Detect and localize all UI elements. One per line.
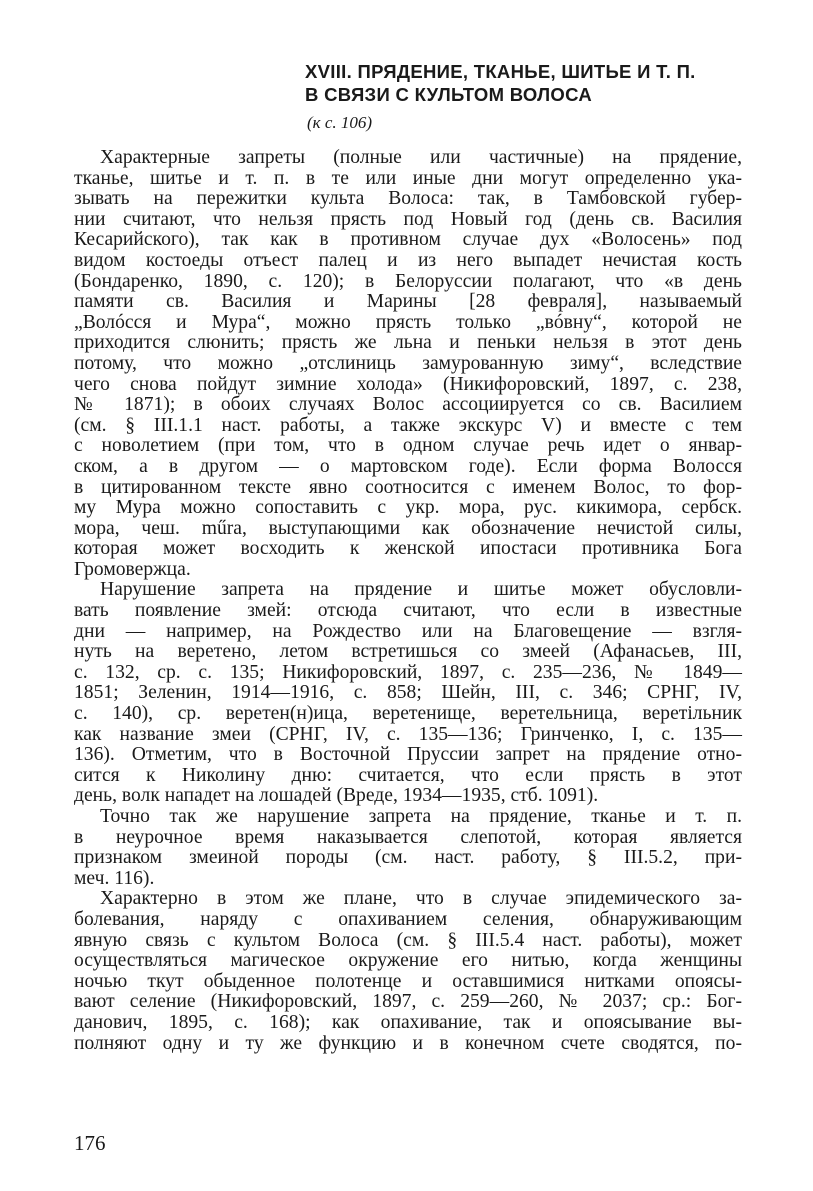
- body-text: [74, 148, 742, 1054]
- text-line: памяти св. Василия и Марины [28 февраля], называемый: [74, 291, 742, 313]
- text-line: с. 140), ср. веретен(н)ица, веретенище, веретельница, веретільник: [74, 703, 742, 725]
- text-line: с новолетием (при том, что в одном случае речь идет о январ-: [74, 435, 742, 457]
- page-reference: (к с. 106): [307, 113, 373, 132]
- text-line: Кесарийского), так как в противном случае дух «Волосень» под: [74, 229, 742, 251]
- text-line: мора, чеш. műra, выступающими как обозначение нечистой силы,: [74, 517, 742, 539]
- text-line: дни — например, на Рождество или на Благовещение — взгля-: [74, 620, 742, 642]
- text-line: день, волк нападет на лошадей (Вреде, 1934—1935, стб. 1091).: [74, 785, 599, 807]
- text-line: (см. § III.1.1 наст. работы, а также экскурс V) и вместе с тем: [74, 414, 742, 436]
- text-line: нии считают, что нельзя прясть под Новый год (день св. Василия: [74, 208, 742, 230]
- text-line: Точно так же нарушение запрета на прядение, тканье и т. п.: [100, 806, 742, 827]
- text-line: вать появление змей: отсюда считают, что если в известные: [74, 600, 742, 622]
- text-line: Нарушение запрета на прядение и шитье может обусловли-: [100, 579, 742, 601]
- text-line: чего снова пойдут зимние холода» (Никифоровский, 1897, с. 238,: [74, 373, 742, 395]
- text-line: как название змеи (СРНГ, IV, с. 135—136; Гринченко, I, с. 135—: [74, 723, 742, 745]
- text-line: нуть на веретено, летом встретишься со змеей (Афанасьев, III,: [74, 641, 742, 663]
- text-line: ночью ткут обыденное полотенце и оставшимися нитками опоясы-: [74, 970, 742, 992]
- text-line: Характерные запреты (полные или частичные) на прядение,: [100, 147, 742, 168]
- text-line: данович, 1895, с. 168); как опахивание, так и опоясывание вы-: [74, 1011, 742, 1033]
- text-line: в цитированном тексте явно соотносится с именем Волос, то фор-: [74, 476, 742, 498]
- text-line: (Бондаренко, 1890, с. 120); в Белоруссии полагают, что «в день: [74, 270, 742, 292]
- page-number: 176: [74, 1131, 106, 1155]
- text-line: му Мура можно сопоставить с укр. мора, рус. кикимора, сербск.: [74, 497, 742, 519]
- text-line: явную связь с культом Волоса (см. § III.5.4 наст. работы), может: [74, 929, 742, 951]
- text-line: тканье, шитье и т. п. в те или иные дни могут определенно ука-: [74, 167, 742, 189]
- text-line: с. 132, ср. с. 135; Никифоровский, 1897, с. 235—236, № 1849—: [74, 661, 742, 683]
- text-line: Громовержца.: [74, 558, 191, 580]
- text-line: 1851; Зеленин, 1914—1916, с. 858; Шейн, III, с. 346; СРНГ, IV,: [74, 682, 742, 704]
- section-heading: [305, 60, 765, 106]
- text-line: сится к Николину дню: считается, что если прясть в этот: [74, 764, 742, 786]
- text-line: меч. 116).: [74, 867, 155, 889]
- text-line: приходится слюнить; прясть же льна и пеньки нельзя в этот день: [74, 332, 742, 354]
- text-line: 136). Отметим, что в Восточной Пруссии запрет на прядение отно-: [74, 744, 742, 766]
- text-line: осуществляться магическое окружение его нитью, когда женщины: [74, 950, 742, 972]
- section-title-line-2: В СВЯЗИ С КУЛЬТОМ ВОЛОСА: [305, 84, 592, 105]
- section-title-line-1: XVIII. ПРЯДЕНИЕ, ТКАНЬЕ, ШИТЬЕ И Т. П.: [305, 61, 696, 82]
- text-line: признаком змеиной породы (см. наст. работу, § III.5.2, при-: [74, 847, 742, 869]
- text-line: потому, что можно „отслиниць замурованную зиму“, вследствие: [74, 352, 742, 374]
- text-line: зывать на пережитки культа Волоса: так, в Тамбовской губер-: [74, 188, 742, 210]
- text-line: вают селение (Никифоровский, 1897, с. 259—260, № 2037; ср.: Бог-: [74, 991, 742, 1013]
- text-line: болевания, наряду с опахиванием селения, обнаруживающим: [74, 908, 742, 930]
- text-line: которая может восходить к женской ипостаси противника Бога: [74, 538, 742, 560]
- text-line: Характерно в этом же плане, что в случае эпидемического за-: [100, 888, 742, 910]
- text-line: № 1871); в обоих случаях Волос ассоциируется со св. Василием: [74, 394, 742, 416]
- text-line: полняют одну и ту же функцию и в конечном счете сводятся, по-: [74, 1032, 742, 1054]
- text-line: в неурочное время наказывается слепотой, которая является: [74, 826, 742, 848]
- text-line: ском, а в другом — о мартовском годе). Если форма Волосся: [74, 455, 742, 477]
- text-line: „Волócся и Мура“, можно прясть только „вóвну“, которой не: [74, 311, 742, 333]
- text-line: видом костоеды отъест палец и из него выпадет нечистая кость: [74, 249, 742, 271]
